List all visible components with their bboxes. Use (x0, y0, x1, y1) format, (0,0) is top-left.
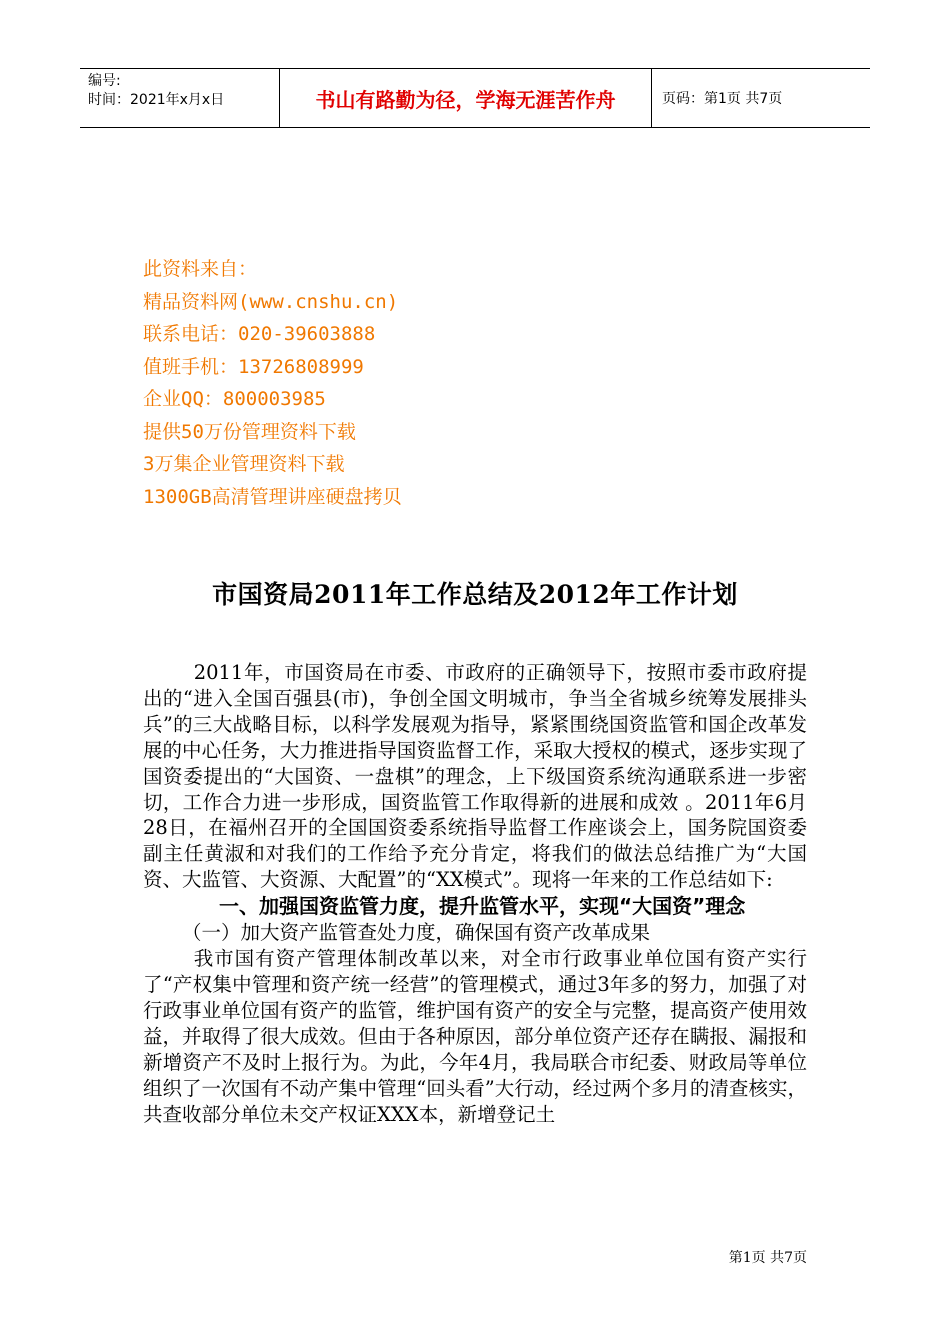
header-page-info: 页码：第1页 共7页 (662, 91, 783, 107)
source-line: 3万集企业管理资料下载 (143, 453, 345, 475)
source-line: 提供50万份管理资料下载 (143, 420, 356, 443)
source-line: 此资料来自： (143, 258, 258, 280)
source-line: 企业QQ：800003985 (143, 388, 326, 410)
header-meta (80, 69, 280, 127)
code-label: 编号: (88, 73, 121, 89)
page-footer: 第1页 共7页 (728, 1250, 807, 1266)
date-line: 时间：2021年x月x日 (88, 92, 225, 108)
source-line: 值班手机：13726808999 (143, 355, 364, 378)
source-line: 精品资料网(www.cnshu.cn) (143, 290, 399, 313)
subsection-heading: （一）加大资产监管查处力度，确保国有资产改革成果 (182, 921, 651, 945)
header-motto: 书山有路勤为径，学海无涯苦作舟 (280, 69, 652, 127)
source-line: 1300GB高清管理讲座硬盘拷贝 (143, 485, 402, 508)
document-body (143, 660, 807, 1127)
source-line: 联系电话：020-39603888 (143, 323, 376, 345)
page-header (80, 68, 870, 128)
source-info-block (143, 253, 402, 513)
section-heading: 一、加强国资监管力度，提升监管水平，实现“大国资”理念 (219, 894, 746, 919)
intro-paragraph: 2011年，市国资局在市委、市政府的正确领导下，按照市委市政府提出的“进入全国百强县(市)，争创全国文明城市，争当全省城乡统筹发展排头兵”的三大战略目标，以科学发展观为指导，紧紧围绕国资监管和国企改革发展的中心任务，大力推进指导国资监督工作，采取大授权的模式，逐步实现了国资委提出的“大国资、一盘棋”的理念，上下级国资系统沟通联系进一步密切，工作合力进一步形成，国资监管工作取得新的进展和成效 。2011年6月28日，在福州召开的全国国资委系统指导监督工作座谈会上，国务院国资委副主任黄淑和对我们的工作给予充分肯定，将我们的做法总结推广为“大国资、大监管、大资源、大配置”的“XX模式”。现将一年来的工作总结如下: (143, 661, 807, 892)
document-title: 市国资局2011年工作总结及2012年工作计划 (212, 580, 738, 609)
body-paragraph: 我市国有资产管理体制改革以来，对全市行政事业单位国有资产实行了“产权集中管理和资产统一经营”的管理模式，通过3年多的努力，加强了对行政事业单位国有资产的监管，维护国有资产的安全与完整，提高资产使用效益，并取得了很大成效。但由于各种原因，部分单位资产还存在瞒报、漏报和新增资产不及时上报行为。为此，今年4月，我局联合市纪委、财政局等单位组织了一次国有不动产集中管理“回头看”大行动，经过两个多月的清查核实，共查收部分单位未交产权证XXX本，新增登记土 (143, 947, 807, 1126)
